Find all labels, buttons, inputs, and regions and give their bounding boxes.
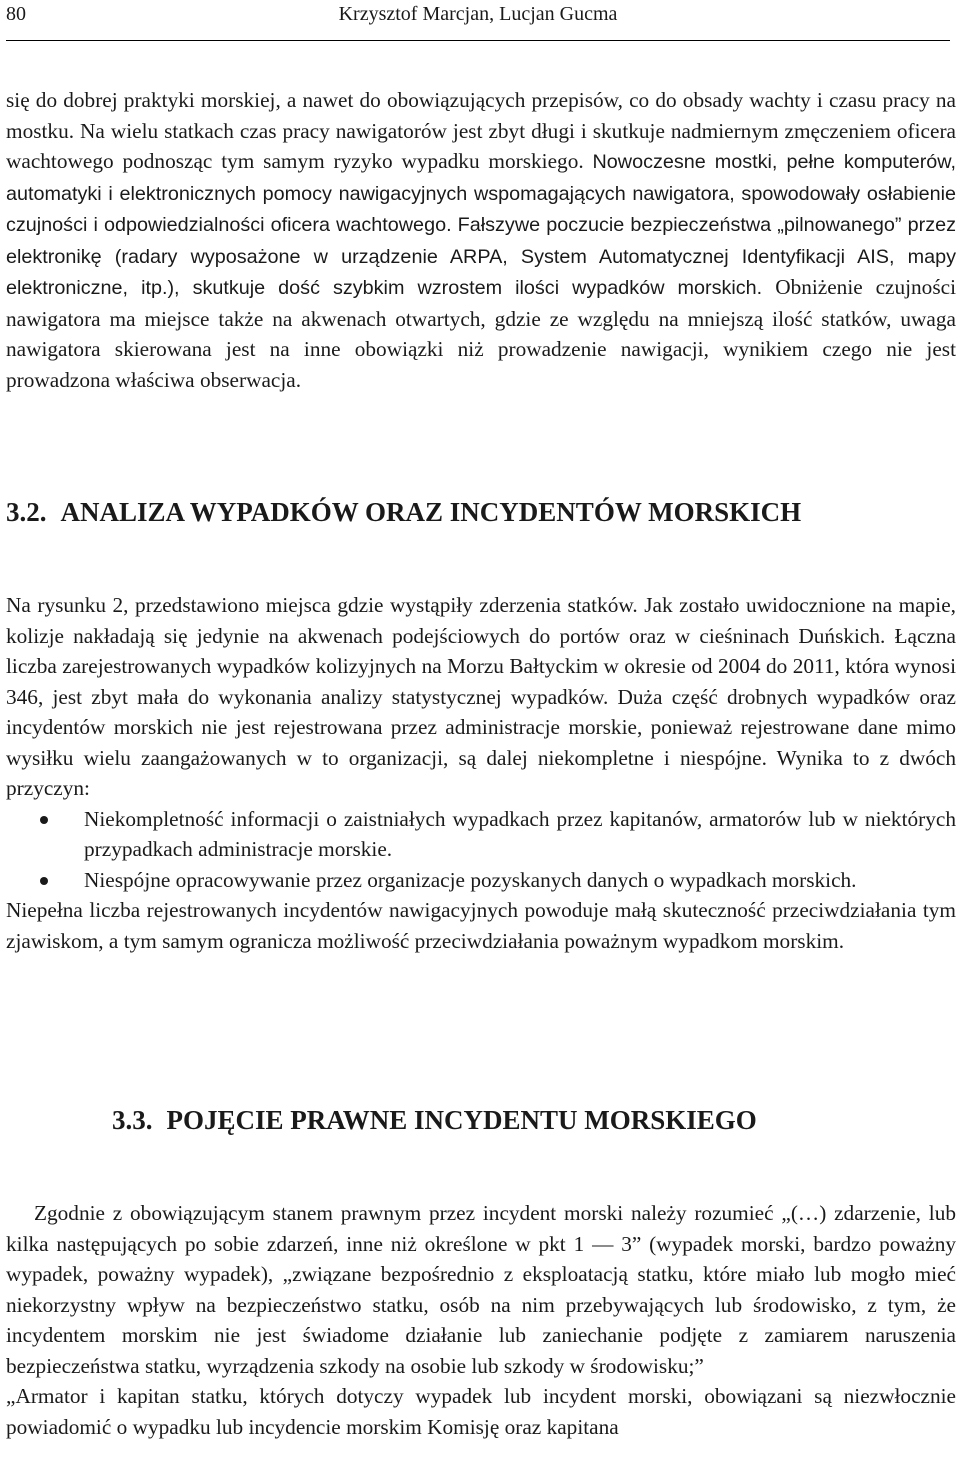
page-header xyxy=(6,0,950,41)
list-item xyxy=(6,804,956,865)
paragraph-intro-part-1: się do dobrej praktyki morskiej, a nawet do obowiązujących przepisów, co do obsady wachty i czasu pracy na mostku. Na wielu statkach czas pracy nawigatorów jest zbyt długi i skutkuje nadmiernym zmęczeniem oficera wachtowego podnosząc tym samym ryzyko wypadku morskiego. xyxy=(6,88,956,173)
bullet-list xyxy=(6,804,956,896)
section-heading-3-3 xyxy=(112,1105,952,1136)
section-title: POJĘCIE PRAWNE INCYDENTU MORSKIEGO xyxy=(166,1105,757,1135)
bullet-icon xyxy=(40,877,48,885)
section-number: 3.3. xyxy=(112,1105,153,1135)
list-item xyxy=(6,865,956,896)
body-text-block-1 xyxy=(6,85,956,395)
page-number: 80 xyxy=(6,3,26,25)
section-number: 3.2. xyxy=(6,497,47,527)
list-item-text: Niekompletność informacji o zaistniałych wypadkach przez kapitanów, armatorów lub w niektórych przypadkach administracje morskie. xyxy=(84,806,956,861)
paragraph-intro-part-2: Nowoczesne mostki, pełne komputerów, automatyki i elektronicznych pomocy nawigacyjnych wspomagających nawigatora, spowodowały osłabienie czujności i odpowiedzialności oficera wachtowego. Fałszywe poczucie bezpieczeństwa „pilnowanego” przez elektronikę (radary wyposażone w urządzenie ARPA, System Automatycznej Identyfikacji AIS, mapy elektroniczne, itp.), skutkuje dość szybkim wzrostem ilości wypadków morskich. xyxy=(6,151,956,299)
bullet-icon xyxy=(40,816,48,824)
section-heading-3-2 xyxy=(6,497,956,528)
paragraph-definition: Zgodnie z obowiązującym stanem prawnym przez incydent morski należy rozumieć „(…) zdarzenie, lub kilka następujących po sobie zdarzeń, inne niż określone w pkt 1 — 3” (wypadek morski, bardzo poważny wypadek, poważny wypadek), „związane bezpośrednio z eksploatacją statku, które miało lub mogło mieć niekorzystny wpływ na bezpieczeństwo statku, osób na nim przebywających lub środowisko, z tym, że incydentem morskim nie jest świadome działanie lub zaniechanie podjęte z zamiarem naruszenia bezpieczeństwa statku, wyrządzenia szkody na osobie lub szkody w środowisku;” xyxy=(6,1201,956,1378)
list-item-text: Niespójne opracowywanie przez organizacje pozyskanych danych o wypadkach morskich. xyxy=(84,867,857,892)
body-text-block-3 xyxy=(6,1198,956,1442)
running-head-authors: Krzysztof Marcjan, Lucjan Gucma xyxy=(338,3,618,25)
paragraph-intro xyxy=(6,85,956,395)
body-text-block-2 xyxy=(6,590,956,956)
paragraph-intro-part-3: Obniżenie czujności nawigatora ma miejsce także na akwenach otwartych, gdzie ze względu na mniejszą ilość statków, uwaga nawigatora skierowana jest na inne obowiązki niż prowadzenie nawigacji, wynikiem czego nie jest prowadzona właściwa obserwacja. xyxy=(6,275,956,392)
paragraph-closing: Niepełna liczba rejestrowanych incydentów nawigacyjnych powoduje małą skuteczność przeciwdziałania tym zjawiskom, a tym samym ogranicza możliwość przeciwdziałania poważnym wypadkom morskim. xyxy=(6,898,956,953)
paragraph-analysis: Na rysunku 2, przedstawiono miejsca gdzie wystąpiły zderzenia statków. Jak zostało uwidocznione na mapie, kolizje nakładają się jedynie na akwenach podejściowych do portów oraz w cieśninach Duńskich. Łączna liczba zarejestrowanych wypadków kolizyjnych na Morzu Bałtyckim w okresie od 2004 do 2011, która wynosi 346, jest zbyt mała do wykonania analizy statystycznej wypadków. Duża część drobnych wypadków oraz incydentów morskich nie jest rejestrowana przez administracje morskie, ponieważ rejestrowane dane mimo wysiłku wielu zaangażowanych w to organizacji, są dalej niekompletne i niespójne. Wynika to z dwóch przyczyn: xyxy=(6,593,956,800)
section-title: ANALIZA WYPADKÓW ORAZ INCYDENTÓW MORSKICH xyxy=(60,497,802,527)
paragraph-quote: „Armator i kapitan statku, których dotyczy wypadek lub incydent morski, obowiązani są niezwłocznie powiadomić o wypadku lub incydencie morskim Komisję oraz kapitana xyxy=(6,1384,956,1439)
